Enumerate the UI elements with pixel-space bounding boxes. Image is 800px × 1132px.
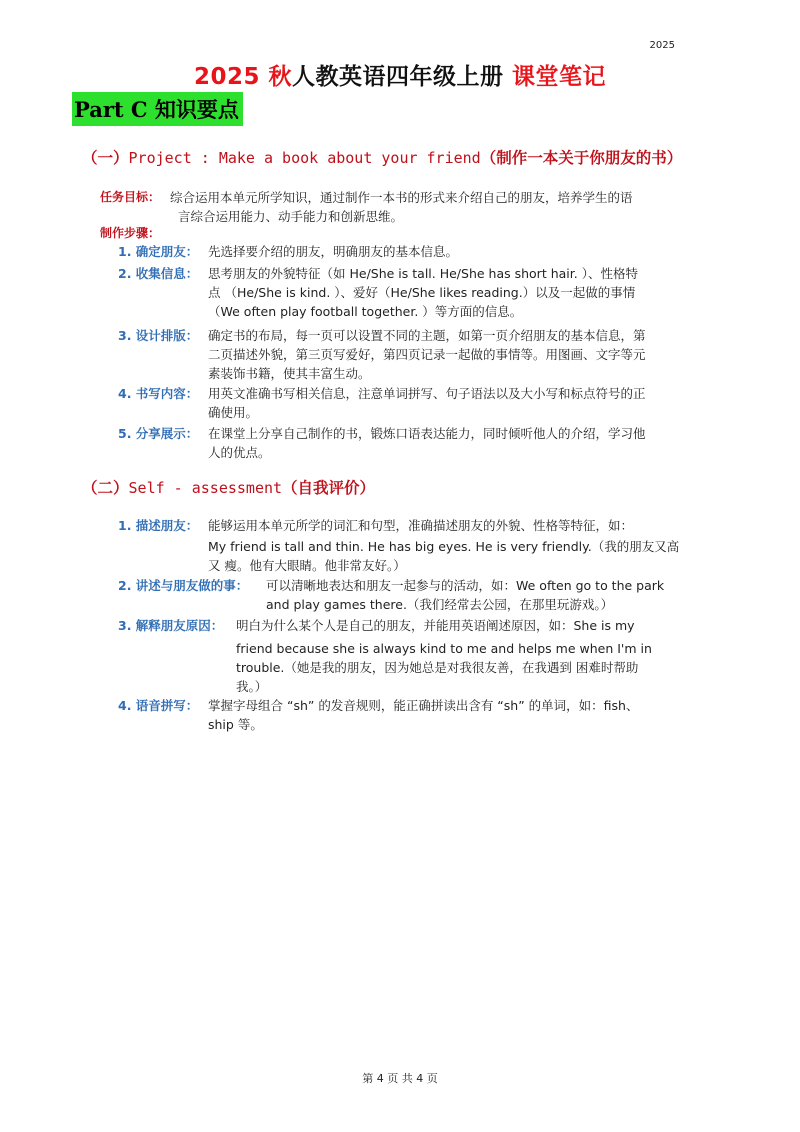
assessment-number: 2. 讲述与朋友做的事： bbox=[118, 578, 249, 593]
assessment-number: 1. 描述朋友： bbox=[118, 518, 199, 533]
step-line: 思考朋友的外貌特征（如 He/She is tall. He/She has short hair. ）、性格特 bbox=[208, 266, 638, 281]
header-year: 2025 bbox=[649, 40, 675, 51]
assessment-item bbox=[118, 616, 728, 696]
assessment-line: 掌握字母组合 “sh” 的发音规则，能正确拼读出含有 “sh” 的单词，如：fish、 bbox=[208, 698, 639, 713]
assessment-line: trouble.（她是我的朋友，因为她总是对我很友善，在我遇到 困难时帮助 bbox=[236, 660, 639, 675]
step-item bbox=[118, 264, 728, 321]
step-number: 5. 分享展示： bbox=[118, 426, 199, 441]
step-number: 3. 设计排版： bbox=[118, 328, 199, 343]
assessment-line: 又 瘦。他有大眼睛。他非常友好。） bbox=[208, 558, 406, 573]
section-1-english: Project : Make a book about your friend bbox=[128, 149, 481, 167]
task-goal bbox=[100, 188, 725, 226]
task-goal-line-1: 综合运用本单元所学知识，通过制作一本书的形式来介绍自己的朋友，培养学生的语 bbox=[170, 190, 633, 205]
page-footer: 第 4 页 共 4 页 bbox=[362, 1072, 438, 1085]
task-goal-label: 任务目标： bbox=[100, 190, 161, 204]
assessment-number: 4. 语音拼写： bbox=[118, 698, 199, 713]
step-item bbox=[118, 424, 728, 462]
step-line: 二页描述外貌，第三页写爱好，第四页记录一起做的事情等。用图画、文字等元 bbox=[208, 347, 646, 362]
assessment-item bbox=[118, 516, 728, 575]
part-banner: Part C 知识要点 bbox=[72, 92, 243, 126]
step-line: 人的优点。 bbox=[208, 445, 271, 460]
document-title bbox=[0, 58, 800, 91]
step-line: 点 （He/She is kind. ）、爱好（He/She likes reading.）以及一起做的事情 bbox=[208, 285, 636, 300]
section-2-english: Self - assessment bbox=[128, 479, 283, 497]
assessment-line: friend because she is always kind to me and helps me when I'm in bbox=[236, 641, 652, 656]
section-2-heading bbox=[82, 476, 375, 498]
step-line: 用英文准确书写相关信息，注意单词拼写、句子语法以及大小写和标点符号的正 bbox=[208, 386, 646, 401]
title-part-year: 2025 秋 bbox=[193, 64, 292, 90]
step-line: 确使用。 bbox=[208, 405, 259, 420]
assessment-item bbox=[118, 576, 728, 614]
section-1-heading bbox=[82, 146, 682, 168]
assessment-line: 我。） bbox=[236, 679, 268, 694]
assessment-line: ship 等。 bbox=[208, 717, 263, 732]
step-number: 1. 确定朋友： bbox=[118, 244, 199, 259]
title-part-book: 人教英语四年级上册 bbox=[292, 64, 504, 90]
assessment-number: 3. 解释朋友原因： bbox=[118, 618, 224, 633]
step-line: （We often play football together. ）等方面的信息。 bbox=[208, 304, 523, 319]
assessment-line: 明白为什么某个人是自己的朋友，并能用英语阐述原因，如：She is my bbox=[236, 618, 635, 633]
assessment-item bbox=[118, 696, 728, 734]
assessment-line: My friend is tall and thin. He has big eyes. He is very friendly.（我的朋友又高 bbox=[208, 539, 680, 554]
step-line: 先选择要介绍的朋友，明确朋友的基本信息。 bbox=[208, 244, 459, 259]
step-item bbox=[118, 384, 728, 422]
title-part-notes: 课堂笔记 bbox=[512, 64, 607, 90]
step-line: 确定书的布局，每一页可以设置不同的主题，如第一页介绍朋友的基本信息，第 bbox=[208, 328, 646, 343]
step-item bbox=[118, 326, 728, 383]
task-goal-line-2: 言综合运用能力、动手能力和创新思维。 bbox=[178, 209, 404, 224]
step-item bbox=[118, 242, 728, 261]
section-1-chinese: （制作一本关于你朋友的书） bbox=[480, 149, 683, 167]
section-2-prefix: （二） bbox=[82, 479, 129, 497]
assessment-line: and play games there.（我们经常去公园，在那里玩游戏。） bbox=[266, 597, 614, 612]
assessment-line: 能够运用本单元所学的词汇和句型，准确描述朋友的外貌、性格等特征，如： bbox=[208, 518, 634, 533]
step-number: 4. 书写内容： bbox=[118, 386, 199, 401]
step-number: 2. 收集信息： bbox=[118, 266, 199, 281]
assessment-line: 可以清晰地表达和朋友一起参与的活动，如：We often go to the park bbox=[266, 578, 665, 593]
section-1-prefix: （一） bbox=[82, 149, 129, 167]
section-2-chinese: （自我评价） bbox=[282, 479, 376, 497]
steps-label: 制作步骤： bbox=[100, 226, 161, 240]
step-line: 素装饰书籍，使其丰富生动。 bbox=[208, 366, 371, 381]
step-line: 在课堂上分享自己制作的书，锻炼口语表达能力，同时倾听他人的介绍，学习他 bbox=[208, 426, 646, 441]
